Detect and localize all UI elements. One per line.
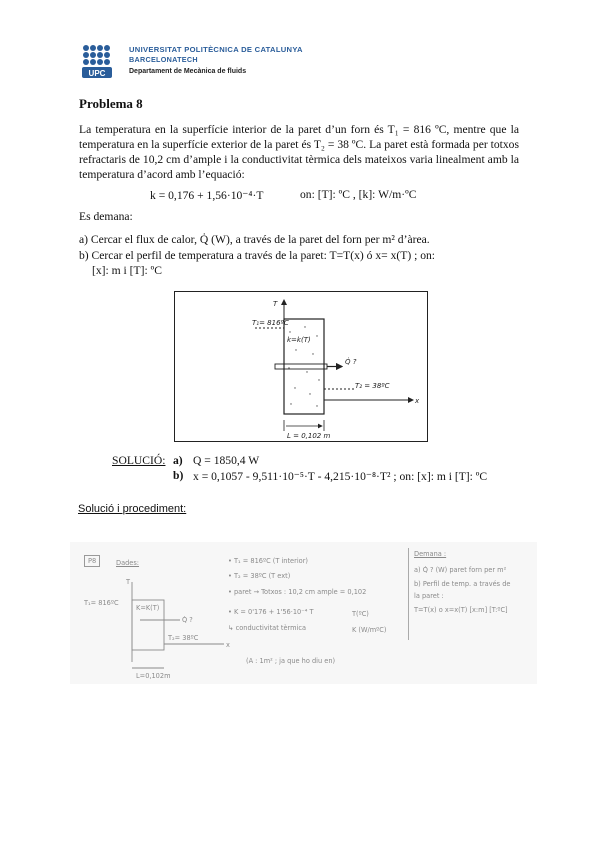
note-line-5: ↳ conductivitat tèrmica [228,624,307,632]
note-sketch-q: Q̇ ? [182,616,193,624]
note-line-6: (A : 1m² ; ja que ho diu en) [246,657,336,665]
thickness-label: L = 0,102 m [287,432,331,440]
note-sketch-l: L=0,102m [136,672,171,680]
note-sketch-k: K=K(T) [136,604,160,612]
solution-a-value: Q = 1850,4 W [193,454,260,467]
note-sketch-x: x [226,641,230,649]
procedure-heading: Solució i procediment: [78,503,187,515]
conductivity-equation: k = 0,176 + 1,56·10⁻⁴·T [150,189,264,202]
question-b-units: [x]: m i [T]: ºC [92,264,162,277]
upc-logo [80,43,122,79]
equation-units: on: [T]: ºC , [k]: W/m·ºC [300,188,417,201]
wall-diagram [174,291,428,442]
t-axis-label: T [273,300,278,308]
note-sketch-t1: T₁= 816ºC [84,599,119,607]
note-problem-tag: P8 [84,555,100,567]
handwritten-notes [70,542,537,684]
note-demana-4: T=T(x) o x=x(T) [x:m] [T:ºC] [414,606,508,614]
note-line-3: • paret → Totxos : 10,2 cm ample = 0,102 [228,588,367,596]
question-b: b) Cercar el perfil de temperatura a través de la paret: T=T(x) ó x= x(T) ; on: [79,249,436,262]
wall-rect [284,319,324,414]
note-line-4: • K = 0'176 + 1'56·10⁻⁴ T [228,608,314,616]
problem-title: Problema 8 [79,96,143,111]
university-subtitle: BARCELONATECH [129,55,198,64]
asks-label: Es demana: [79,210,133,223]
note-units-k: K (W/mºC) [352,626,387,634]
question-a: a) Cercar el flux de calor, Q̇ (W), a través de la paret del forn per m² d’àrea. [79,233,430,246]
university-name: UNIVERSITAT POLITÈCNICA DE CATALUNYA [129,45,303,54]
note-demana-3: la paret : [414,592,444,600]
department-name: Departament de Mecànica de fluids [129,68,247,75]
solution-label: SOLUCIÓ: [112,454,166,467]
note-demana-2: b) Perfil de temp. a través de [414,580,511,588]
note-sketch-t2: T₂= 38ºC [168,634,199,642]
note-line-1: • T₁ = 816ºC (T interior) [228,557,308,565]
solution-b-tag: b) [173,469,184,482]
note-sketch [84,572,234,682]
note-line-2: • T₂ = 38ºC (T ext) [228,572,291,580]
problem-statement: La temperatura en la superfície interior de la paret d’un forn és T₁ = 816 ºC, mentre que la temperatura en la superfície exterior de la paret és T₂ = 38 ºC. La paret està formada per totxos refractaris de 10,2 cm d’ample i la conductivitat tèrmica dels mateixos varia linealment amb la temperatura d’acord amb l’equació: [79,123,519,181]
note-demana-label: Demana : [414,550,447,558]
heat-flux-label: Q̇ ? [345,358,357,366]
t2-label: T₂ = 38ºC [355,382,390,390]
solution-a-tag: a) [173,454,183,467]
x-axis-label: x [415,397,420,405]
t1-label: T₁= 816ºC [252,319,289,327]
solution-b-value: x = 0,1057 - 9,511·10⁻⁵·T - 4,215·10⁻⁸·T² ; on: [x]: m i [T]: ºC [193,470,488,483]
note-demana-1: a) Q̇ ? (W) paret forn per m² [414,566,507,574]
note-units-t: T(ºC) [352,610,369,618]
note-sketch-t: T [126,578,131,586]
note-dades-label: Dades: [116,559,140,567]
k-label: k=k(T) [287,336,311,344]
logo-text: UPC [88,69,106,78]
